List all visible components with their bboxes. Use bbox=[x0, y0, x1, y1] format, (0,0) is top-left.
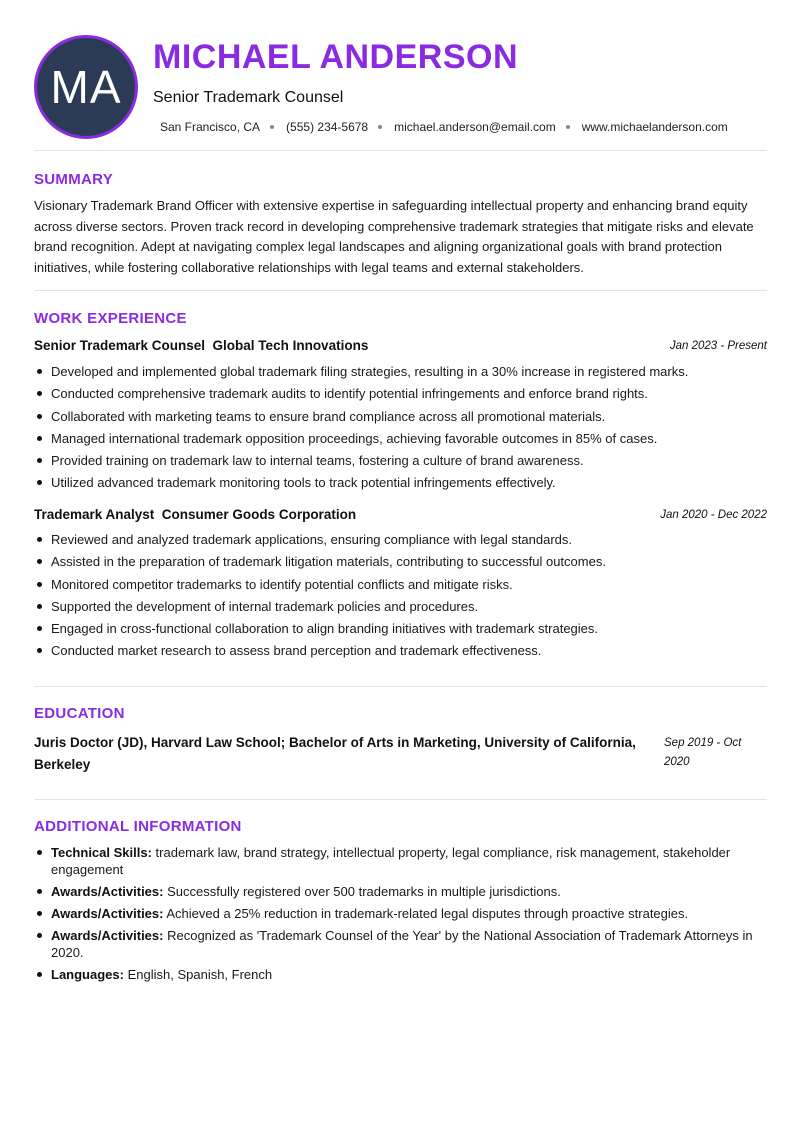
item-label: Awards/Activities: bbox=[51, 906, 164, 921]
contact-phone: (555) 234-5678 bbox=[286, 120, 369, 134]
list-item: Conducted comprehensive trademark audits to identify potential infringements and enforce brand rights. bbox=[34, 385, 767, 402]
section-title-education: EDUCATION bbox=[34, 705, 125, 722]
candidate-role: Senior Trademark Counsel bbox=[153, 89, 344, 106]
item-text: trademark law, brand strategy, intellectual property, legal compliance, risk management, stakeholder engagement bbox=[51, 845, 731, 877]
summary-text: Visionary Trademark Brand Officer with extensive expertise in safeguarding intellectual property and enhancing brand equity across diverse sectors. Proven track record in developing comprehensive trademark strategies that mitigate risks and elevate brand recognition. Adept at navigating complex legal landscapes and aligning organizational goals with brand protection initiatives, while fostering collaborative relationships with legal teams and external stakeholders. bbox=[34, 198, 754, 275]
list-item bbox=[34, 966, 767, 983]
divider bbox=[34, 150, 767, 151]
list-item bbox=[34, 905, 767, 922]
contact-email: michael.anderson@email.com bbox=[394, 120, 556, 134]
job-bullets bbox=[34, 531, 767, 665]
item-text: English, Spanish, French bbox=[127, 967, 273, 982]
item-label: Awards/Activities: bbox=[51, 884, 164, 899]
list-item: Developed and implemented global trademark filing strategies, resulting in a 30% increase in registered marks. bbox=[34, 363, 767, 380]
job-dates: Jan 2023 - Present bbox=[669, 340, 767, 352]
list-item: Managed international trademark opposition proceedings, achieving favorable outcomes in 85% of cases. bbox=[34, 430, 767, 447]
contact-line bbox=[160, 120, 728, 134]
list-item: Reviewed and analyzed trademark applications, ensuring compliance with legal standards. bbox=[34, 531, 767, 548]
job-title: Senior Trademark Counsel Global Tech Innovations bbox=[34, 338, 369, 353]
additional-list bbox=[34, 844, 767, 988]
item-label: Technical Skills: bbox=[51, 845, 152, 860]
list-item bbox=[34, 844, 767, 878]
item-label: Awards/Activities: bbox=[51, 928, 164, 943]
separator-dot bbox=[270, 125, 274, 129]
divider bbox=[34, 799, 767, 800]
divider bbox=[34, 290, 767, 291]
contact-location: San Francisco, CA bbox=[160, 120, 261, 134]
item-text: Achieved a 25% reduction in trademark-related legal disputes through proactive strategies. bbox=[166, 906, 689, 921]
separator-dot bbox=[566, 125, 570, 129]
job-bullets bbox=[34, 363, 767, 497]
job-dates: Jan 2020 - Dec 2022 bbox=[660, 509, 767, 521]
list-item: Supported the development of internal trademark policies and procedures. bbox=[34, 598, 767, 615]
list-item: Conducted market research to assess brand perception and trademark effectiveness. bbox=[34, 642, 767, 659]
list-item bbox=[34, 927, 767, 961]
education-dates: Sep 2019 - Oct 2020 bbox=[664, 737, 742, 768]
avatar-initials: MA bbox=[50, 61, 122, 113]
list-item: Collaborated with marketing teams to ensure brand compliance across all promotional materials. bbox=[34, 408, 767, 425]
contact-website: www.michaelanderson.com bbox=[581, 120, 728, 134]
list-item: Utilized advanced trademark monitoring tools to track potential infringements effectively. bbox=[34, 474, 767, 491]
job-header bbox=[34, 338, 767, 356]
item-label: Languages: bbox=[51, 967, 124, 982]
section-title-additional: ADDITIONAL INFORMATION bbox=[34, 818, 242, 835]
divider bbox=[34, 686, 767, 687]
job-header bbox=[34, 507, 767, 525]
list-item: Provided training on trademark law to internal teams, fostering a culture of brand awareness. bbox=[34, 452, 767, 469]
education-degree: Juris Doctor (JD), Harvard Law School; Bachelor of Arts in Marketing, University of California, Berkeley bbox=[34, 735, 636, 772]
section-title-summary: SUMMARY bbox=[34, 171, 114, 188]
list-item: Monitored competitor trademarks to identify potential conflicts and mitigate risks. bbox=[34, 576, 767, 593]
list-item: Engaged in cross-functional collaboration to align branding initiatives with trademark strategies. bbox=[34, 620, 767, 637]
job-title: Trademark Analyst Consumer Goods Corporation bbox=[34, 507, 357, 522]
item-text: Recognized as 'Trademark Counsel of the Year' by the National Association of Trademark Attorneys in 2020. bbox=[51, 928, 753, 960]
list-item: Assisted in the preparation of trademark litigation materials, contributing to successful outcomes. bbox=[34, 553, 767, 570]
section-title-experience: WORK EXPERIENCE bbox=[34, 310, 187, 327]
item-text: Successfully registered over 500 trademarks in multiple jurisdictions. bbox=[167, 884, 561, 899]
list-item bbox=[34, 883, 767, 900]
avatar bbox=[34, 35, 138, 139]
candidate-name: MICHAEL ANDERSON bbox=[153, 38, 519, 76]
separator-dot bbox=[378, 125, 382, 129]
